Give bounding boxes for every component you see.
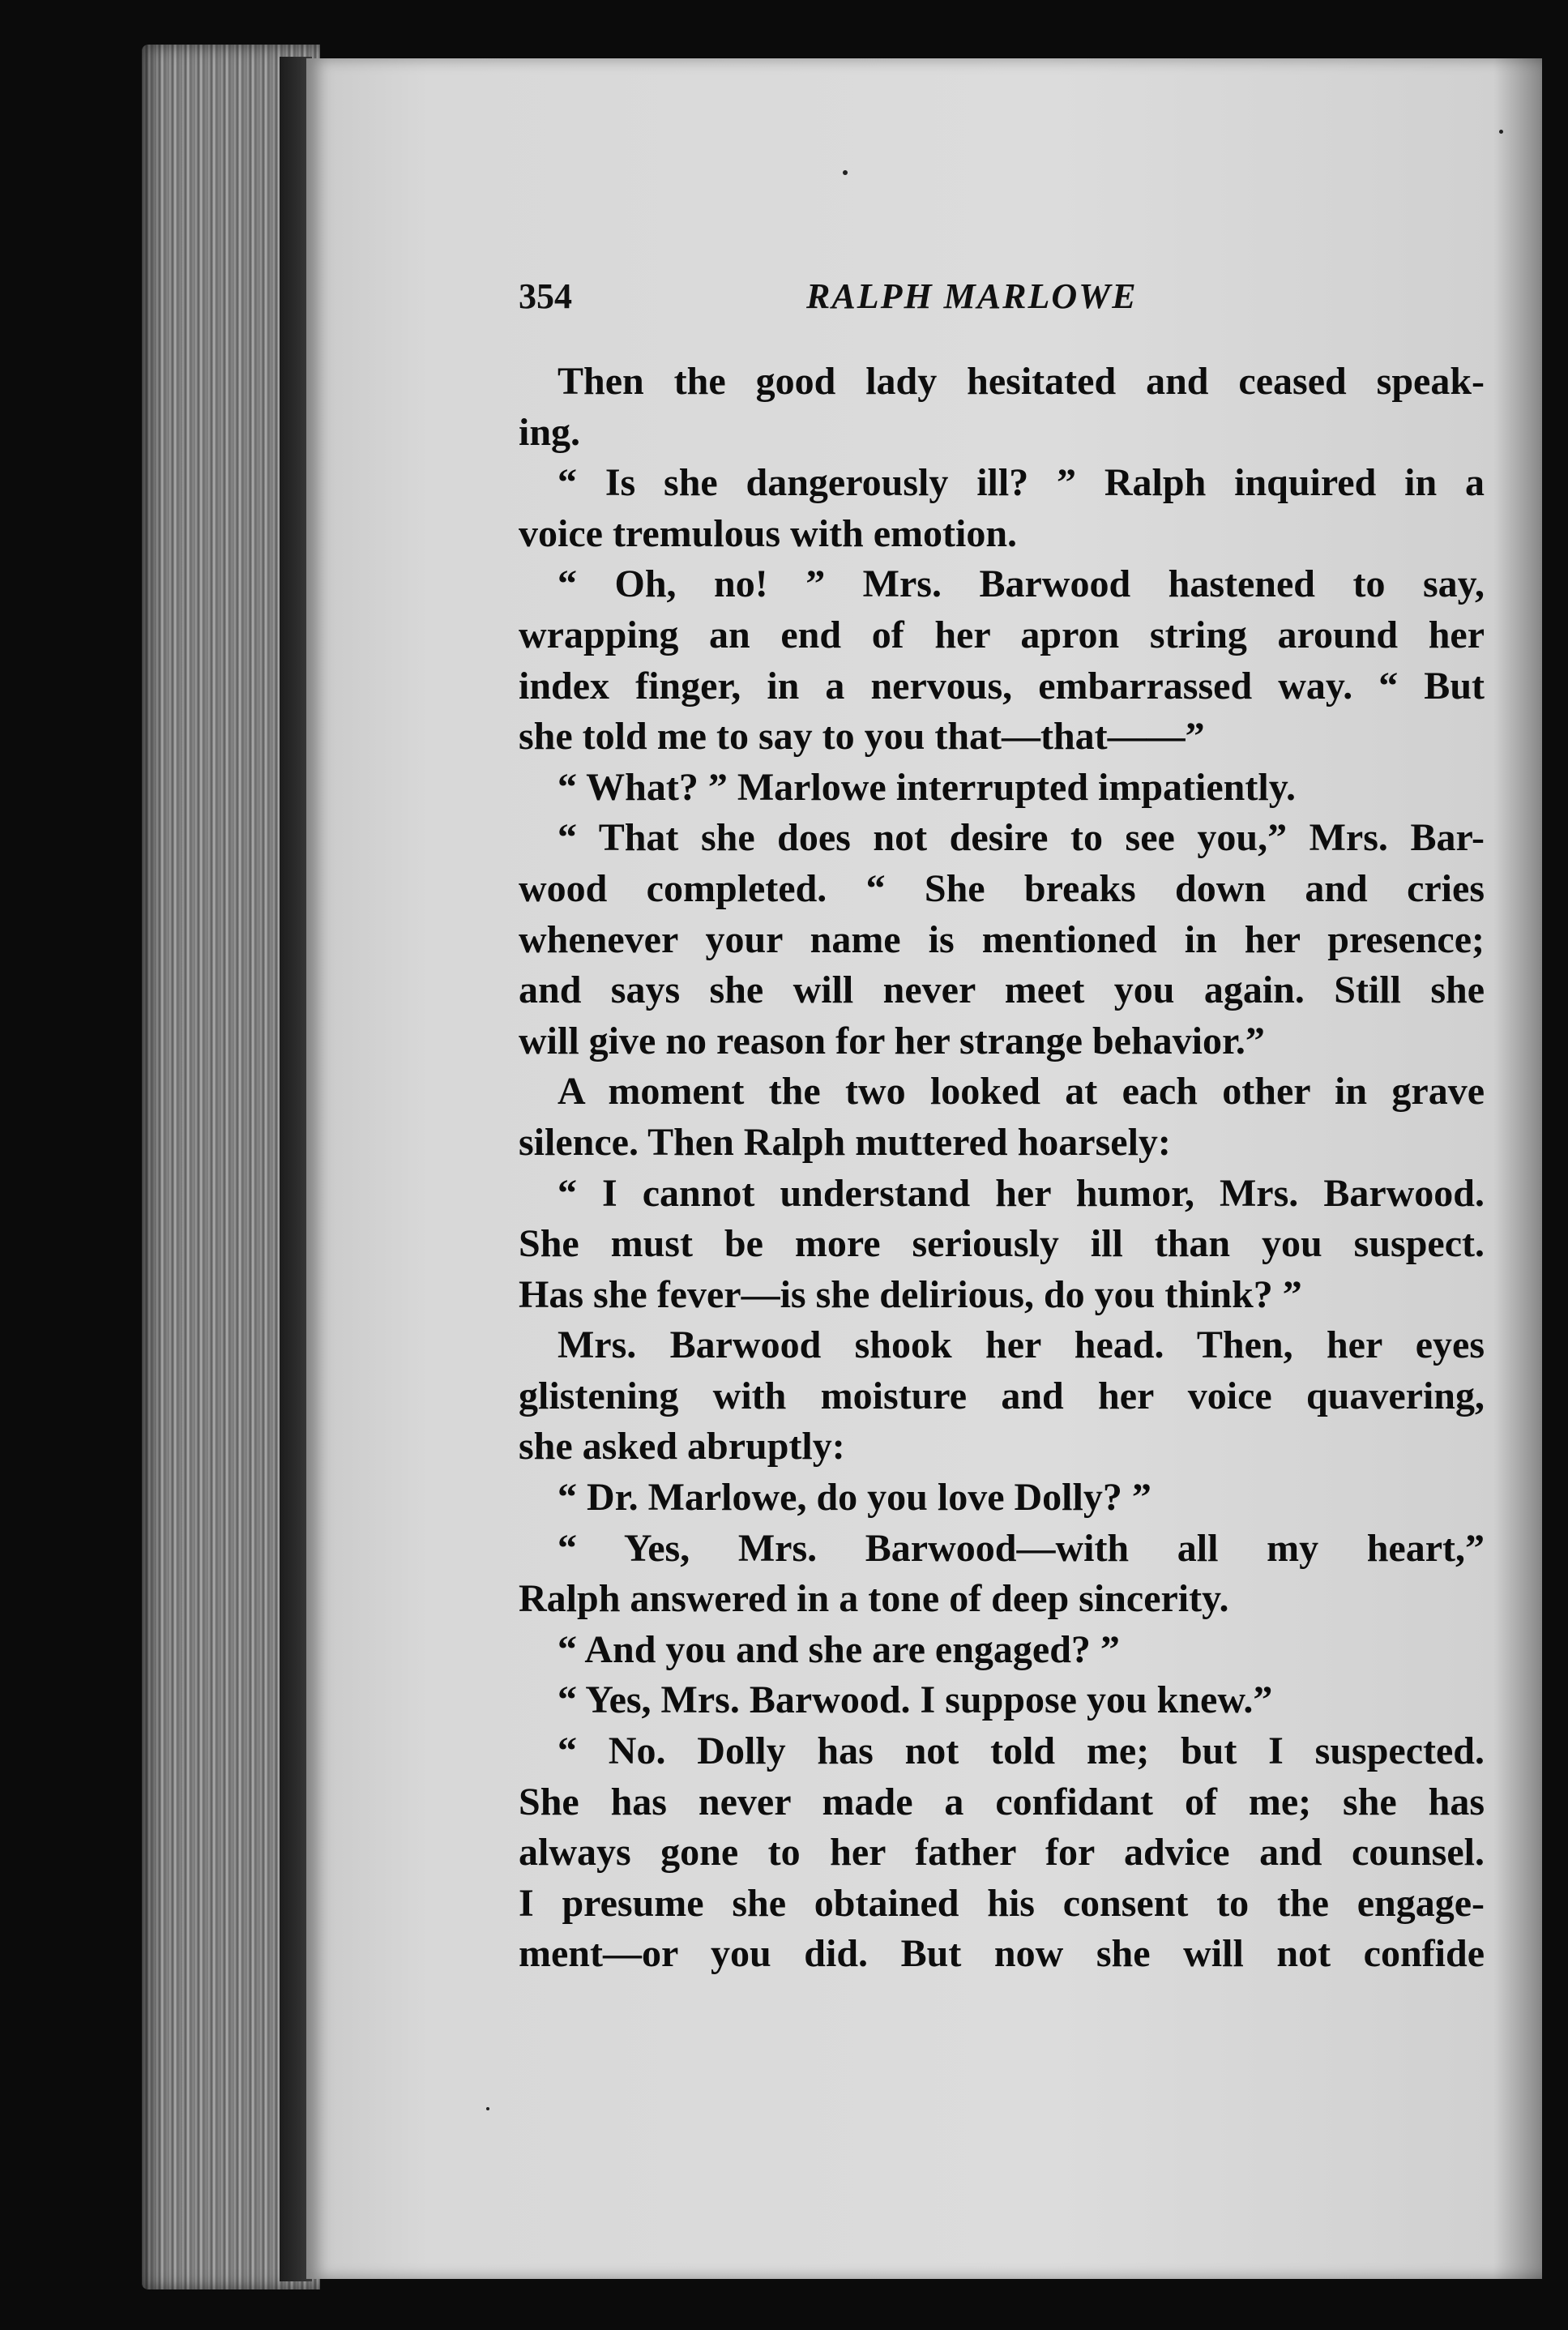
- page-header: [519, 276, 1491, 324]
- text-line: “ That she does not desire to see you,” Mrs. Bar-: [558, 816, 1485, 860]
- body-text: [519, 357, 1485, 1980]
- text-line: will give no reason for her strange behavior.”: [519, 1019, 1265, 1062]
- text-line: she asked abruptly:: [519, 1425, 845, 1469]
- text-line: Has she fever—is she delirious, do you think? ”: [519, 1272, 1302, 1316]
- dust-speck: [486, 2107, 489, 2110]
- text-line: wood completed. “ She breaks down and cries: [519, 866, 1485, 910]
- text-line: “ What? ” Marlowe interrupted impatiently.: [558, 765, 1297, 809]
- text-line: always gone to her father for advice and counsel.: [519, 1831, 1485, 1875]
- text-line: ing.: [519, 410, 581, 454]
- text-line: she told me to say to you that—that——”: [519, 715, 1205, 759]
- text-line: whenever your name is mentioned in her presence;: [519, 917, 1485, 961]
- text-line: “ Yes, Mrs. Barwood—with all my heart,”: [558, 1526, 1485, 1570]
- text-line: Then the good lady hesitated and ceased speak-: [558, 360, 1485, 403]
- text-line: wrapping an end of her apron string around her: [519, 613, 1485, 656]
- text-line: glistening with moisture and her voice quavering,: [519, 1374, 1485, 1417]
- page-edge-shadow: [1493, 58, 1542, 2279]
- dust-speck: [843, 170, 848, 175]
- text-line: She has never made a confidant of me; she has: [519, 1780, 1485, 1823]
- text-line: “ Dr. Marlowe, do you love Dolly? ”: [558, 1476, 1151, 1520]
- text-line: silence. Then Ralph muttered hoarsely:: [519, 1120, 1171, 1164]
- text-line: Mrs. Barwood shook her head. Then, her eyes: [558, 1323, 1485, 1367]
- text-line: “ Yes, Mrs. Barwood. I suppose you knew.”: [558, 1678, 1273, 1722]
- text-line: “ Is she dangerously ill? ” Ralph inquired in a: [558, 461, 1485, 505]
- text-line: “ And you and she are engaged? ”: [558, 1627, 1120, 1671]
- text-line: and says she will never meet you again. Still she: [519, 968, 1485, 1012]
- text-line: I presume she obtained his consent to the engage-: [519, 1881, 1485, 1925]
- text-line: “ I cannot understand her humor, Mrs. Barwood.: [558, 1171, 1485, 1215]
- text-line: Ralph answered in a tone of deep sincerity.: [519, 1577, 1229, 1621]
- text-line: index finger, in a nervous, embarrassed way. “ But: [519, 664, 1485, 708]
- page-number: 354: [519, 276, 572, 316]
- text-line: “ No. Dolly has not told me; but I suspected.: [558, 1729, 1485, 1773]
- text-line: “ Oh, no! ” Mrs. Barwood hastened to say,: [558, 562, 1485, 606]
- text-line: She must be more seriously ill than you suspect.: [519, 1222, 1485, 1266]
- text-line: ment—or you did. But now she will not confide: [519, 1932, 1485, 1976]
- text-line: A moment the two looked at each other in grave: [558, 1070, 1485, 1114]
- text-line: voice tremulous with emotion.: [519, 511, 1018, 555]
- running-title: RALPH MARLOWE: [806, 276, 1138, 316]
- dust-speck: [1499, 130, 1503, 134]
